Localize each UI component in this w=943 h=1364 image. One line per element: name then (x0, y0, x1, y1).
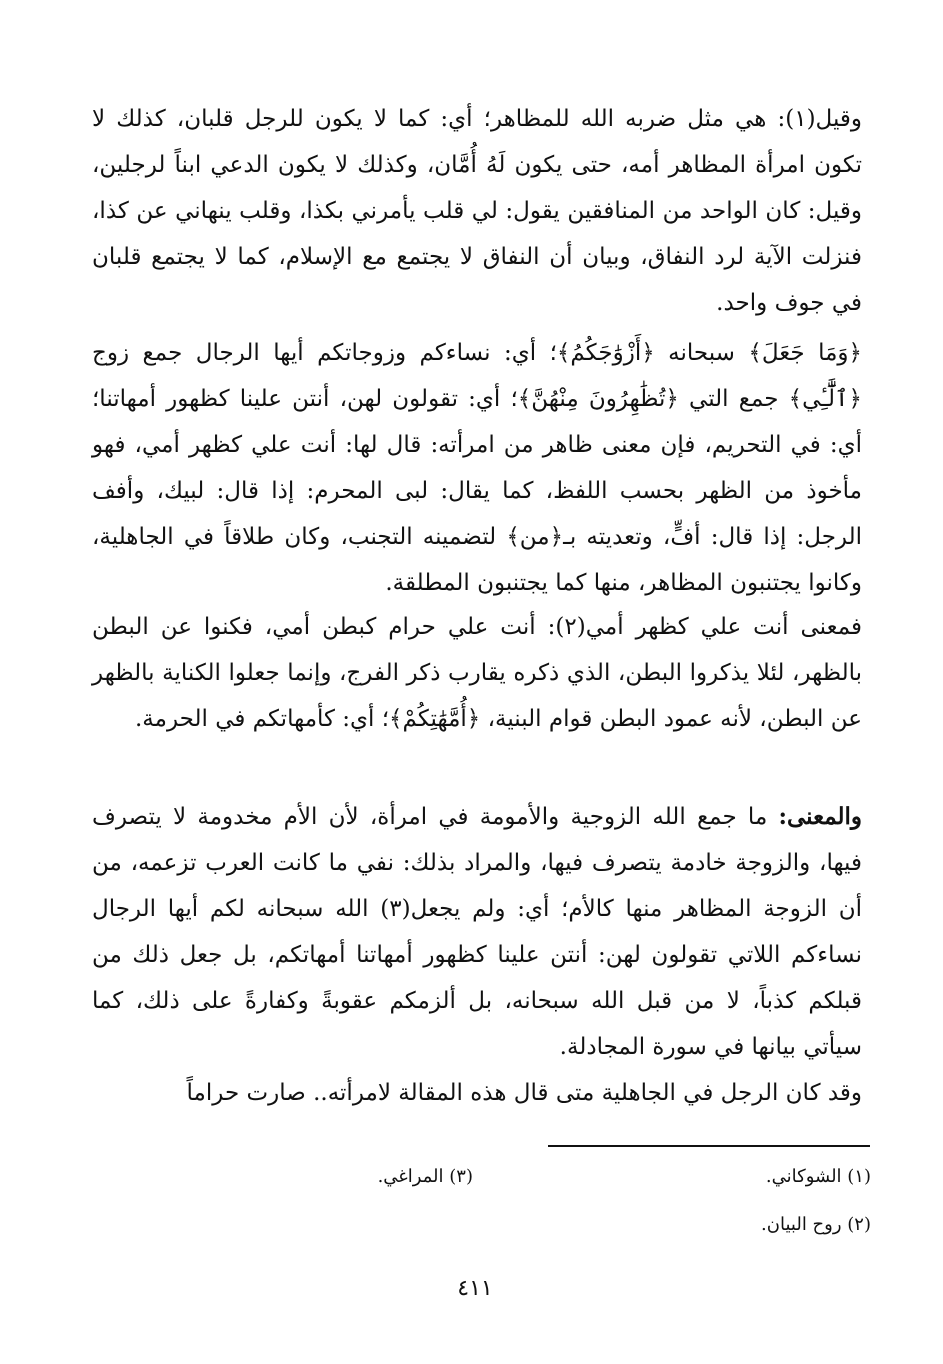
paragraph-4-lead: والمعنى: (778, 803, 862, 830)
footnote-2: (٢) روح البيان. (761, 1214, 871, 1235)
footnote-divider (548, 1145, 870, 1147)
paragraph-2: ﴿وَمَا جَعَلَ﴾ سبحانه ﴿أَزْوَٰجَكُمُ﴾؛ أي: نساءكم وزوجاتكم أيها الرجال جمع زوج ﴿ٱلَّٰٓـِٔي﴾ جمع التي ﴿تُظَٰهِرُونَ مِنْهُنَّ﴾؛ أي: تقولون لهن، أنتن علينا كظهور أمهاتنا؛ أي: في التحريم، فإن معنى ظاهر من امرأته: قال لها: أنت علي كظهر أمي، فهو مأخوذ من الظهر بحسب اللفظ، كما يقال: لبى المحرم: إذا قال: لبيك، وأفف الرجل: إذا قال: أفٍّ، وتعديته بـ﴿من﴾ لتضمينه التجنب، وكان طلاقاً في الجاهلية، وكانوا يجتنبون المظاهر، منها كما يجتنبون المطلقة. (92, 340, 862, 596)
paragraph-1: وقيل(١): هي مثل ضربه الله للمظاهر؛ أي: كما لا يكون للرجل قلبان، كذلك لا تكون امرأة المظاهر أمه، حتى يكون لَهُ أُمَّان، وكذلك لا يكون الدعي ابناً لرجلين، وقيل: كان الواحد من المنافقين يقول: لي قلب يأمرني بكذا، وقلب ينهاني عن كذا، فنزلت الآية لرد النفاق، وبيان أن النفاق لا يجتمع مع الإسلام، كما لا يجتمع قلبان في جوف واحد. (92, 106, 862, 316)
page-number: ٤١١ (457, 1276, 493, 1301)
paragraph-5: وقد كان الرجل في الجاهلية متى قال هذه المقالة لامرأته.. صارت حراماً (186, 1080, 862, 1106)
footnote-1: (١) الشوكاني. (765, 1166, 871, 1187)
paragraph-4-text: ما جمع الله الزوجية والأمومة في امرأة، لأن الأم مخدومة لا يتصرف فيها، والزوجة خادمة يتصرف فيها، والمراد بذلك: نفي ما كانت العرب تزعمه، من أن الزوجة المظاهر منها كالأم؛ أي: ولم يجعل(٣) الله سبحانه لكم أيها الرجال نساءكم اللاتي تقولون لهن: أنتن علينا كظهور أمهاتنا أمهاتكم، بل جعل ذلك من قبلكم كذباً، لا من قبل الله سبحانه، بل ألزمكم عقوبةً وكفارةً على ذلك، كما سيأتي بيانها في سورة المجادلة. (92, 804, 862, 1060)
footnote-3: (٣) المراغي. (377, 1166, 473, 1187)
paragraph-3: فمعنى أنت علي كظهر أمي(٢): أنت علي حرام كبطن أمي، فكنوا عن البطن بالظهر، لئلا يذكروا البطن، الذي ذكره يقارب ذكر الفرج، وإنما جعلوا الكناية بالظهر عن البطن، لأنه عمود البطن قوام البنية، ﴿أُمَّهَٰتِكُمْ﴾؛ أي: كأمهاتكم في الحرمة. (92, 614, 863, 732)
paragraph-4 (92, 794, 862, 1070)
